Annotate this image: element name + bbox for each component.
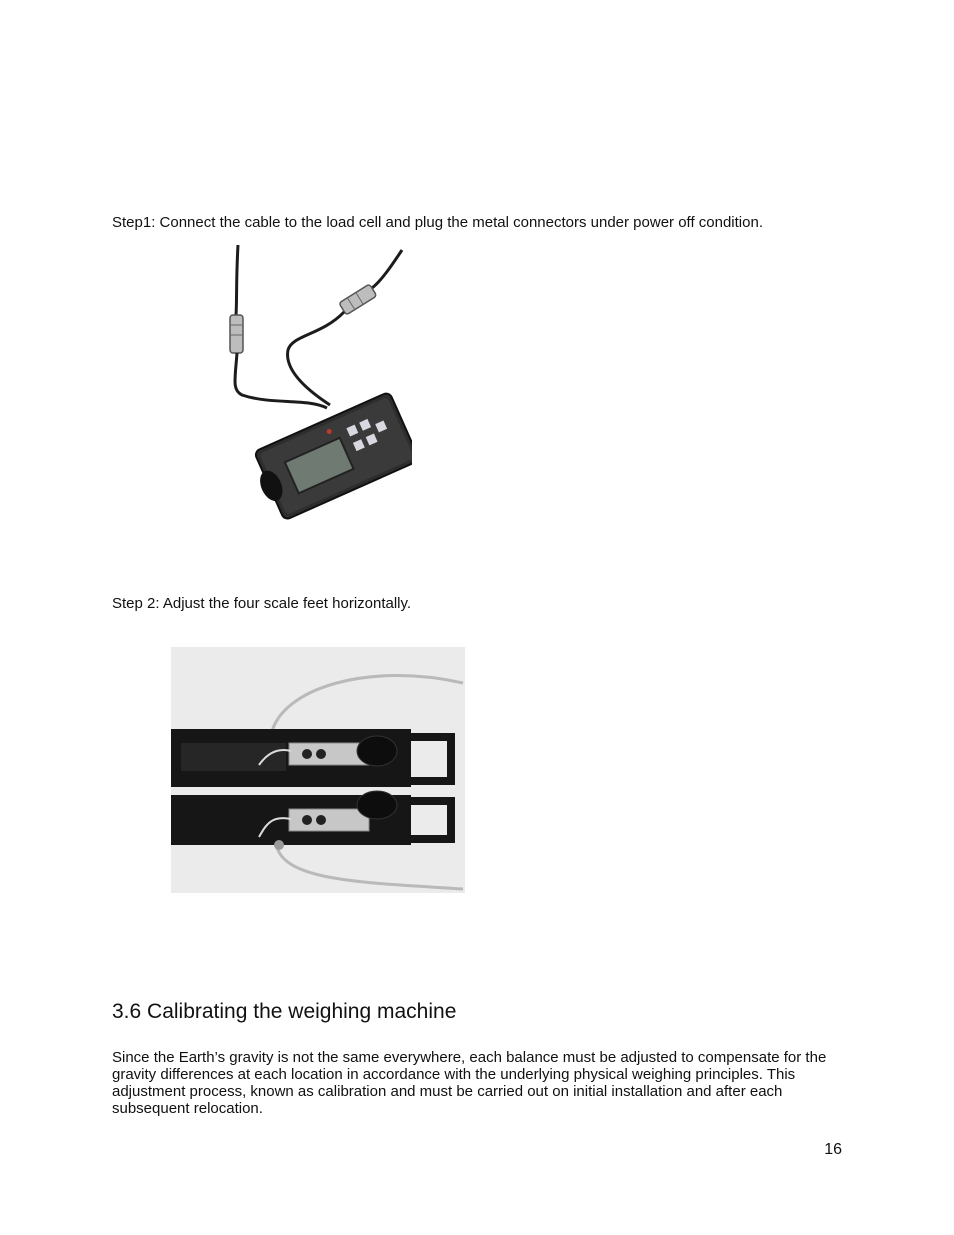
indicator-with-cables-photo [212,240,412,525]
scale-feet-photo [171,647,465,893]
calibration-paragraph: Since the Earth’s gravity is not the same everywhere, each balance must be adjusted to compensate for the gravity differences at each location in accordance with the underlying physical weighing principles. This adjustment process, known as calibration and must be carried out on initial installation and after each subsequent relocation. [112,1049,827,1117]
step1-instruction: Step1: Connect the cable to the load cell and plug the metal connectors under power off condition. [112,214,763,231]
step2-instruction: Step 2: Adjust the four scale feet horizontally. [112,595,412,612]
page-number: 16 [824,1141,842,1158]
section-heading: 3.6 Calibrating the weighing machine [112,1000,457,1023]
